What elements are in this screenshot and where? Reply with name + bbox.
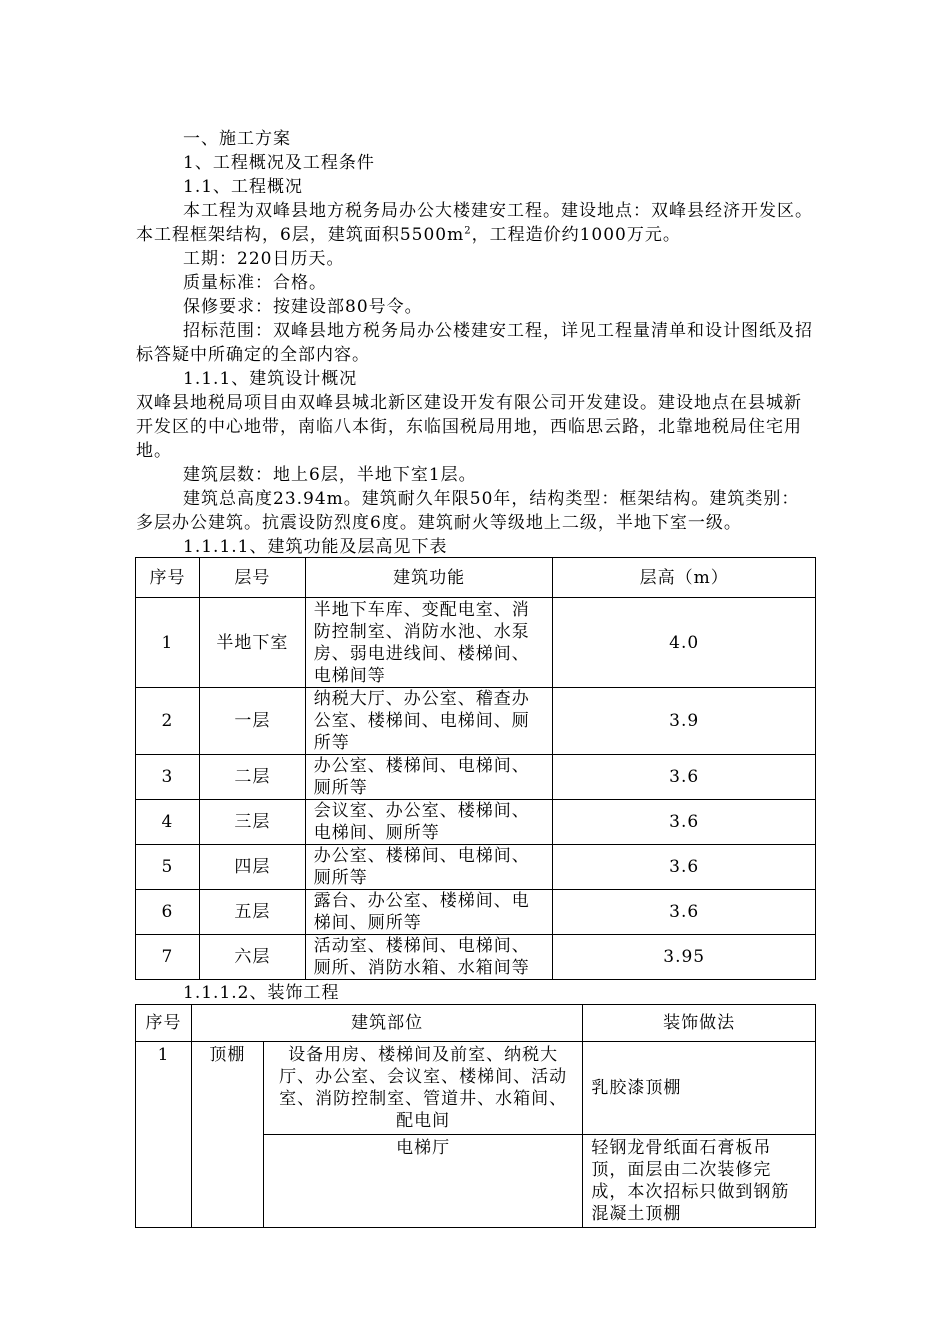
cell-height: 3.6 xyxy=(553,755,816,800)
col-header-function: 建筑功能 xyxy=(305,558,553,598)
cell-height: 4.0 xyxy=(553,598,816,688)
table-row xyxy=(136,845,816,890)
paragraph-warranty: 保修要求：按建设部80号令。 xyxy=(183,297,423,317)
paragraph-floors: 建筑层数：地上6层，半地下室1层。 xyxy=(183,465,477,485)
cell-height: 3.6 xyxy=(553,845,816,890)
floor-function-table xyxy=(135,557,816,980)
table-header-row xyxy=(136,558,816,598)
heading-table1: 1.1.1.1、建筑功能及层高见下表 xyxy=(183,537,448,557)
col-header-method: 装饰做法 xyxy=(583,1005,816,1042)
cell-function: 办公室、楼梯间、电梯间、厕所等 xyxy=(305,845,553,890)
paragraph-quality: 质量标准：合格。 xyxy=(183,273,327,293)
heading-1-1-1: 1.1.1、建筑设计概况 xyxy=(183,369,358,389)
cell-method: 乳胶漆顶棚 xyxy=(583,1042,816,1135)
paragraph-scope: 招标范围：双峰县地方税务局办公楼建安工程，详见工程量清单和设计图纸及招标答疑中所确定的全部内容。 xyxy=(136,321,813,365)
cell-function: 办公室、楼梯间、电梯间、厕所等 xyxy=(305,755,553,800)
table-row xyxy=(136,688,816,755)
heading-1: 1、工程概况及工程条件 xyxy=(183,153,375,173)
col-header-no: 序号 xyxy=(136,558,200,598)
table-header-row xyxy=(136,1005,816,1042)
col-header-height: 层高（m） xyxy=(553,558,816,598)
cell-height: 3.6 xyxy=(553,800,816,845)
cell-no: 1 xyxy=(136,1042,192,1228)
cell-function: 会议室、办公室、楼梯间、电梯间、厕所等 xyxy=(305,800,553,845)
paragraph-project: 本工程为双峰县地方税务局办公大楼建安工程。建设地点：双峰县经济开发区。本工程框架结构，6层，建筑面积$5500m^2$，工程造价约1000万元。 xyxy=(136,201,813,245)
cell-floor: 六层 xyxy=(199,935,305,980)
table-row xyxy=(136,800,816,845)
table-row xyxy=(136,1042,816,1135)
cell-no: 1 xyxy=(136,598,200,688)
cell-part: 设备用房、楼梯间及前室、纳税大厅、办公室、会议室、楼梯间、活动室、消防控制室、管道井、水箱间、配电间 xyxy=(263,1042,582,1135)
cell-height: 3.6 xyxy=(553,890,816,935)
col-header-part: 建筑部位 xyxy=(191,1005,582,1042)
cell-function: 半地下车库、变配电室、消防控制室、消防水池、水泵房、弱电进线间、楼梯间、电梯间等 xyxy=(305,598,553,688)
table-row xyxy=(136,890,816,935)
decoration-table xyxy=(135,1004,816,1228)
heading-1-1: 1.1、工程概况 xyxy=(183,177,304,197)
cell-floor: 半地下室 xyxy=(199,598,305,688)
cell-floor: 二层 xyxy=(199,755,305,800)
cell-no: 5 xyxy=(136,845,200,890)
table-row xyxy=(136,935,816,980)
cell-no: 6 xyxy=(136,890,200,935)
paragraph-height: 建筑总高度23.94m。建筑耐久年限50年，结构类型：框架结构。建筑类别：多层办公建筑。抗震设防烈度6度。建筑耐火等级地上二级，半地下室一级。 xyxy=(136,489,800,533)
cell-no: 4 xyxy=(136,800,200,845)
cell-height: 3.9 xyxy=(553,688,816,755)
cell-height: 3.95 xyxy=(553,935,816,980)
section-title: 一、施工方案 xyxy=(183,129,291,149)
cell-function: 纳税大厅、办公室、稽查办公室、楼梯间、电梯间、厕所等 xyxy=(305,688,553,755)
cell-no: 2 xyxy=(136,688,200,755)
cell-category: 顶棚 xyxy=(191,1042,263,1228)
cell-floor: 五层 xyxy=(199,890,305,935)
cell-no: 7 xyxy=(136,935,200,980)
cell-function: 露台、办公室、楼梯间、电梯间、厕所等 xyxy=(305,890,553,935)
paragraph-duration: 工期：220日历天。 xyxy=(183,249,345,269)
heading-table2: 1.1.1.2、装饰工程 xyxy=(183,983,340,1003)
cell-part: 电梯厅 xyxy=(263,1135,582,1228)
cell-no: 3 xyxy=(136,755,200,800)
col-header-no: 序号 xyxy=(136,1005,192,1042)
cell-function: 活动室、楼梯间、电梯间、厕所、消防水箱、水箱间等 xyxy=(305,935,553,980)
cell-floor: 三层 xyxy=(199,800,305,845)
table-row xyxy=(136,755,816,800)
col-header-floor: 层号 xyxy=(199,558,305,598)
cell-method: 轻钢龙骨纸面石膏板吊顶，面层由二次装修完成，本次招标只做到钢筋混凝土顶棚 xyxy=(583,1135,816,1228)
cell-floor: 四层 xyxy=(199,845,305,890)
paragraph-location: 双峰县地税局项目由双峰县城北新区建设开发有限公司开发建设。建设地点在县城新开发区的中心地带，南临八本街，东临国税局用地，西临思云路，北靠地税局住宅用地。 xyxy=(136,393,802,461)
cell-floor: 一层 xyxy=(199,688,305,755)
table-row xyxy=(136,598,816,688)
